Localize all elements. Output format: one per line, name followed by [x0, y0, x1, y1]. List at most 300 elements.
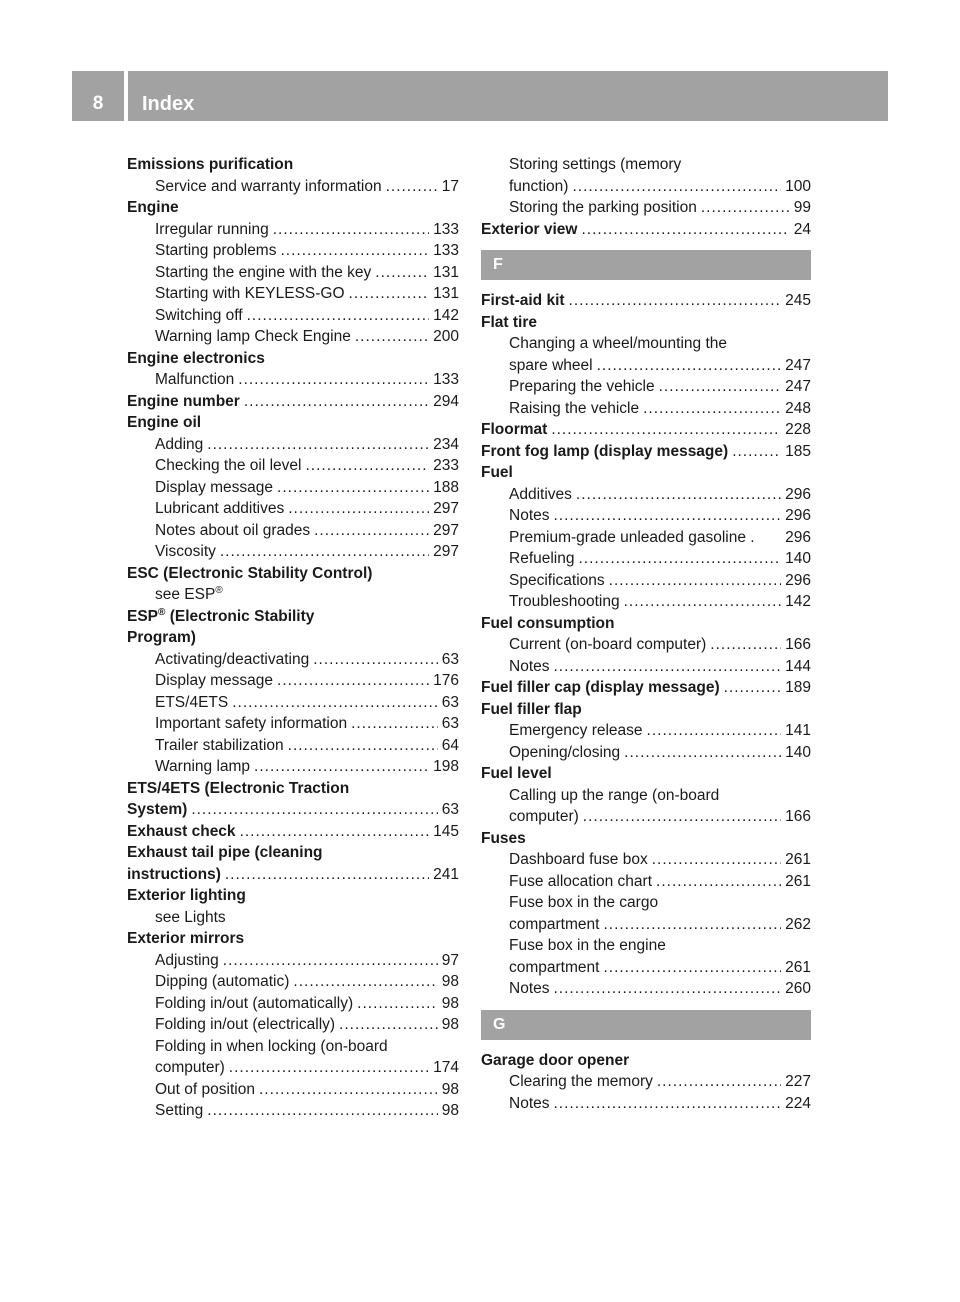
- entry-text: computer): [155, 1059, 225, 1076]
- entry-text: Clearing the memory: [509, 1073, 653, 1090]
- entry-label: [481, 441, 728, 463]
- entry-text: function): [509, 177, 569, 195]
- entry-text: Current (on-board computer): [509, 636, 707, 653]
- page-ref[interactable]: 99: [793, 199, 811, 216]
- entry-label: [127, 154, 293, 176]
- page-ref[interactable]: 24: [793, 220, 811, 238]
- leader-dots: [656, 871, 781, 893]
- entry-text: Notes: [509, 980, 550, 997]
- leader-dots: [576, 484, 781, 506]
- index-subentry: [127, 584, 459, 606]
- page-ref[interactable]: 133: [433, 220, 459, 238]
- page-ref[interactable]: 174: [433, 1059, 459, 1076]
- entry-text: Switching off: [155, 306, 243, 324]
- entry-label: [509, 548, 575, 570]
- entry-label: [127, 412, 201, 434]
- entry-text: Fuse allocation chart: [509, 872, 653, 890]
- entry-label: [155, 692, 228, 714]
- entry-label: [509, 1071, 653, 1093]
- leader-dots: [701, 197, 790, 219]
- leader-dots: [277, 670, 429, 692]
- page-ref[interactable]: 185: [785, 442, 811, 460]
- entry-label: [509, 720, 643, 742]
- index-subentry: [481, 176, 811, 198]
- entry-text: Trailer stabilization: [155, 736, 284, 754]
- index-subentry: [127, 971, 459, 993]
- leader-dots: [349, 283, 430, 305]
- entry-label: [155, 1057, 225, 1079]
- index-subentry: [127, 907, 459, 929]
- entry-label: [509, 634, 706, 656]
- registered-mark: ®: [215, 584, 223, 596]
- index-subentry: [481, 656, 811, 678]
- page-ref[interactable]: 261: [785, 851, 811, 868]
- entry-label: [155, 283, 345, 305]
- index-subentry: [127, 735, 459, 757]
- entry-label: [155, 176, 382, 198]
- leader-dots: [220, 541, 429, 563]
- index-subentry: [481, 871, 811, 893]
- entry-text: Engine oil: [127, 414, 202, 431]
- index-entry: [127, 864, 459, 886]
- entry-label: [509, 355, 593, 377]
- page-ref[interactable]: 142: [433, 306, 459, 324]
- index-subentry: [127, 649, 459, 671]
- entry-label: [509, 591, 620, 613]
- leader-dots: [643, 398, 781, 420]
- page-ref[interactable]: 98: [441, 1016, 459, 1033]
- entry-label: [155, 541, 216, 563]
- entry-text: Irregular running: [155, 220, 269, 238]
- entry-text: Out of position: [155, 1080, 255, 1098]
- page-ref[interactable]: 233: [433, 457, 459, 474]
- entry-text: Changing a wheel/mounting the: [509, 335, 728, 352]
- entry-label: [127, 821, 236, 843]
- index-entry: [481, 441, 811, 463]
- index-subentry: [481, 849, 811, 871]
- entry-label: [509, 484, 572, 506]
- index-entry: [481, 699, 811, 721]
- entry-text: Service and warranty information: [155, 177, 382, 195]
- page-ref[interactable]: 100: [785, 177, 811, 195]
- leader-dots: [229, 1057, 429, 1079]
- entry-text: Notes about oil grades: [155, 521, 311, 539]
- leader-dots: [582, 219, 790, 241]
- entry-label: [155, 1014, 335, 1036]
- leader-dots: [207, 1100, 437, 1122]
- index-entry: [481, 419, 811, 441]
- entry-label: [481, 290, 565, 312]
- page-ref[interactable]: 64: [441, 736, 459, 754]
- index-entry: [127, 627, 459, 649]
- page-ref[interactable]: 140: [785, 743, 811, 761]
- page-ref[interactable]: 296: [785, 528, 811, 546]
- entry-text: Fuel filler cap (display message): [481, 679, 720, 696]
- page-ref[interactable]: 200: [433, 328, 459, 345]
- leader-dots: [313, 649, 438, 671]
- index-subentry: [481, 935, 811, 957]
- entry-label: [509, 914, 599, 936]
- index-subentry: [481, 892, 811, 914]
- entry-label: [155, 907, 226, 929]
- entry-text: Engine number: [127, 392, 240, 410]
- index-entry: [127, 197, 459, 219]
- entry-label: [481, 677, 720, 699]
- index-subentry: [127, 326, 459, 348]
- page-ref[interactable]: 296: [785, 507, 811, 524]
- page-ref[interactable]: 261: [785, 958, 811, 976]
- page-ref[interactable]: 141: [785, 722, 811, 739]
- index-subentry: [481, 957, 811, 979]
- section-letter-g: G: [481, 1010, 811, 1040]
- entry-label: [509, 154, 681, 176]
- index-entry: [127, 842, 459, 864]
- leader-dots: [554, 1093, 782, 1115]
- page-ref[interactable]: 245: [785, 292, 811, 309]
- entry-text: compartment: [509, 958, 600, 976]
- index-entry: [127, 391, 459, 413]
- index-subentry: [127, 1079, 459, 1101]
- leader-dots: [375, 262, 429, 284]
- entry-label: [127, 391, 240, 413]
- entry-label: [481, 312, 537, 334]
- index-column-left: [127, 154, 459, 1122]
- index-entry: [481, 290, 811, 312]
- leader-dots: [339, 1014, 438, 1036]
- entry-text: Warning lamp: [155, 758, 251, 775]
- page-ref[interactable]: 166: [785, 808, 811, 825]
- index-subentry: [481, 720, 811, 742]
- page-ref[interactable]: 294: [433, 392, 459, 410]
- entry-label: [481, 699, 582, 721]
- leader-dots: [659, 376, 782, 398]
- entry-label: [155, 520, 310, 542]
- page-ref[interactable]: 98: [441, 994, 459, 1012]
- leader-dots: [569, 290, 782, 312]
- page-ref[interactable]: 98: [441, 1080, 459, 1098]
- entry-label: [155, 305, 243, 327]
- entry-text: Checking the oil level: [155, 457, 302, 474]
- index-column-right: [481, 154, 811, 1114]
- index-subentry: [481, 591, 811, 613]
- leader-dots: [293, 971, 437, 993]
- index-subentry: [481, 484, 811, 506]
- index-entry: [481, 1050, 811, 1072]
- leader-dots: [232, 692, 438, 714]
- leader-dots: [624, 591, 782, 613]
- entry-text: Troubleshooting: [509, 593, 620, 610]
- index-subentry: [481, 785, 811, 807]
- entry-text: Engine: [127, 199, 179, 216]
- entry-text: Front fog lamp (display message): [481, 442, 729, 460]
- page-ref[interactable]: 63: [441, 801, 459, 818]
- entry-text: Exhaust check: [127, 822, 236, 840]
- page-ref[interactable]: 198: [433, 758, 459, 775]
- index-subentry: [127, 1057, 459, 1079]
- entry-text: Important safety information: [155, 715, 348, 732]
- entry-label: [155, 649, 309, 671]
- entry-text: ETS/4ETS: [155, 693, 229, 711]
- entry-text-cont: (Electronic Stability: [165, 607, 315, 625]
- index-subentry: [127, 692, 459, 714]
- entry-text: Flat tire: [481, 313, 537, 331]
- entry-label: [155, 326, 351, 348]
- entry-text: First-aid kit: [481, 292, 565, 309]
- entry-label: [127, 885, 246, 907]
- entry-label: [127, 627, 196, 649]
- leader-dots: [259, 1079, 438, 1101]
- leader-dots: [305, 455, 429, 477]
- entry-label: [155, 219, 269, 241]
- index-subentry: [481, 548, 811, 570]
- entry-label: [481, 613, 614, 635]
- entry-label: [155, 735, 284, 757]
- index-subentry: [481, 154, 811, 176]
- entry-label: [509, 505, 550, 527]
- entry-label: [155, 434, 203, 456]
- entry-text: Fuse box in the engine: [509, 937, 666, 954]
- entry-label: [155, 971, 289, 993]
- page-ref[interactable]: 63: [441, 693, 459, 711]
- page-ref[interactable]: 296: [785, 485, 811, 503]
- leader-dots: [554, 978, 782, 1000]
- leader-dots: [351, 713, 438, 735]
- index-subentry: [481, 806, 811, 828]
- entry-label: [155, 455, 301, 477]
- entry-label: [509, 1093, 550, 1115]
- entry-label: [509, 957, 599, 979]
- entry-label: [481, 763, 552, 785]
- page-ref[interactable]: 166: [785, 636, 811, 653]
- entry-text: Folding in when locking (on-board: [155, 1037, 388, 1055]
- entry-label: [509, 376, 655, 398]
- entry-label: [509, 570, 605, 592]
- entry-label: [155, 756, 250, 778]
- entry-text: Starting with KEYLESS-GO: [155, 285, 345, 302]
- entry-label: [509, 527, 755, 549]
- entry-text: Lubricant additives: [155, 500, 285, 517]
- page-ref[interactable]: 97: [441, 951, 459, 969]
- entry-text: Fuse box in the cargo: [509, 894, 659, 911]
- page-ref[interactable]: 261: [785, 872, 811, 890]
- index-entry: [127, 348, 459, 370]
- leader-dots: [277, 477, 429, 499]
- leader-dots: [288, 735, 438, 757]
- page-ref[interactable]: 144: [785, 657, 811, 675]
- page-ref[interactable]: 17: [441, 177, 459, 195]
- leader-dots: [247, 305, 430, 327]
- leader-dots: [603, 957, 781, 979]
- page-ref[interactable]: 260: [785, 980, 811, 997]
- leader-dots: [240, 821, 430, 843]
- page-ref[interactable]: 189: [785, 679, 811, 696]
- entry-text: Fuel filler flap: [481, 700, 582, 718]
- index-subentry: [127, 176, 459, 198]
- index-subentry: [481, 570, 811, 592]
- entry-text: ESC (Electronic Stability Control): [127, 564, 373, 582]
- entry-text: Garage door opener: [481, 1051, 630, 1069]
- index-subentry: [127, 670, 459, 692]
- entry-label: [155, 1079, 255, 1101]
- index-subentry: [127, 498, 459, 520]
- entry-text: Emergency release: [509, 722, 643, 739]
- index-subentry: [481, 505, 811, 527]
- page-ref[interactable]: 227: [785, 1073, 811, 1090]
- entry-label: [509, 176, 568, 198]
- leader-dots: [572, 176, 781, 198]
- leader-dots: [207, 434, 429, 456]
- page-ref[interactable]: 133: [433, 371, 459, 388]
- leader-dots: [223, 950, 438, 972]
- entry-label: [509, 935, 666, 957]
- entry-label: [509, 849, 648, 871]
- entry-label: [509, 197, 697, 219]
- page-ref[interactable]: 296: [785, 571, 811, 589]
- leader-dots: [603, 914, 781, 936]
- entry-label: [127, 563, 372, 585]
- entry-text: Notes: [509, 1094, 550, 1112]
- entry-text: Engine electronics: [127, 349, 265, 367]
- entry-text: Dipping (automatic): [155, 973, 290, 990]
- entry-label: [155, 1100, 203, 1122]
- index-subentry: [481, 398, 811, 420]
- page-ref[interactable]: 241: [433, 865, 459, 883]
- entry-label: [509, 871, 652, 893]
- entry-text: spare wheel: [509, 356, 593, 374]
- index-entry: [481, 677, 811, 699]
- index-subentry: [127, 1100, 459, 1122]
- page-ref[interactable]: 131: [433, 285, 459, 302]
- page-ref[interactable]: 188: [433, 478, 459, 496]
- entry-text: Dashboard fuse box: [509, 851, 648, 868]
- page-ref[interactable]: 142: [785, 593, 811, 610]
- entry-label: [155, 240, 276, 262]
- entry-label: [155, 670, 273, 692]
- index-entry: [481, 312, 811, 334]
- index-entry: [127, 928, 459, 950]
- entry-text: instructions): [127, 865, 221, 883]
- entry-label: [509, 785, 719, 807]
- entry-label: [509, 656, 550, 678]
- entry-text: Raising the vehicle: [509, 399, 640, 417]
- index-entry: [481, 613, 811, 635]
- entry-label: [155, 262, 371, 284]
- leader-dots: [357, 993, 438, 1015]
- entry-text: Refueling: [509, 550, 575, 567]
- page-ref[interactable]: 247: [785, 356, 811, 374]
- page-ref[interactable]: 297: [433, 521, 459, 539]
- page-ref[interactable]: 228: [785, 421, 811, 438]
- index-entry: [127, 799, 459, 821]
- page-ref[interactable]: 131: [433, 263, 459, 281]
- page-ref[interactable]: 176: [433, 672, 459, 689]
- entry-text: Fuses: [481, 829, 526, 847]
- leader-dots: [238, 369, 429, 391]
- index-subentry: [127, 950, 459, 972]
- page-ref[interactable]: 224: [785, 1094, 811, 1112]
- page-ref[interactable]: 247: [785, 378, 811, 395]
- entry-text: Fuel level: [481, 765, 552, 782]
- entry-label: [481, 828, 526, 850]
- entry-text: compartment: [509, 915, 600, 933]
- leader-dots: [724, 677, 782, 699]
- entry-text: ETS/4ETS (Electronic Traction: [127, 779, 350, 797]
- index-entry: [481, 219, 811, 241]
- entry-label: [155, 1036, 388, 1058]
- entry-text: Storing settings (memory: [509, 156, 682, 173]
- index-subentry: [127, 541, 459, 563]
- leader-dots: [225, 864, 429, 886]
- leader-dots: [609, 570, 781, 592]
- index-subentry: [127, 219, 459, 241]
- entry-text: Notes: [509, 507, 550, 524]
- index-subentry: [127, 369, 459, 391]
- page-ref[interactable]: 63: [441, 715, 459, 732]
- entry-text: Preparing the vehicle: [509, 378, 655, 395]
- leader-dots: [554, 656, 782, 678]
- index-entry: [127, 154, 459, 176]
- index-subentry: [481, 197, 811, 219]
- index-entry: [127, 563, 459, 585]
- entry-label: [155, 713, 347, 735]
- page-ref[interactable]: 262: [785, 915, 811, 933]
- leader-dots: [191, 799, 437, 821]
- page-ref[interactable]: 297: [433, 543, 459, 560]
- entry-label: [155, 993, 353, 1015]
- entry-text: System): [127, 801, 188, 818]
- entry-text: Fuel: [481, 464, 513, 481]
- entry-label: [509, 978, 550, 1000]
- index-subentry: [127, 520, 459, 542]
- leader-dots: [624, 742, 781, 764]
- entry-text: Malfunction: [155, 371, 235, 388]
- index-entry: [127, 885, 459, 907]
- page-ref[interactable]: 234: [433, 435, 459, 453]
- leader-dots: [551, 419, 781, 441]
- index-subentry: [481, 634, 811, 656]
- page-ref[interactable]: 63: [441, 650, 459, 668]
- entry-text: Exterior lighting: [127, 887, 246, 904]
- page-ref[interactable]: 297: [433, 500, 459, 517]
- entry-text: Specifications: [509, 571, 605, 589]
- index-subentry: [127, 262, 459, 284]
- page-ref[interactable]: 98: [441, 973, 459, 990]
- index-subentry: [481, 978, 811, 1000]
- entry-text: Storing the parking position: [509, 199, 697, 216]
- index-entry: [481, 828, 811, 850]
- header-divider: [124, 71, 128, 121]
- page-ref[interactable]: 140: [785, 550, 811, 567]
- page-ref[interactable]: 98: [441, 1102, 459, 1119]
- entry-text: Program): [127, 629, 196, 646]
- index-subentry: [481, 333, 811, 355]
- leader-dots: [554, 505, 782, 527]
- page-header: [72, 71, 888, 121]
- page-title: Index: [142, 93, 195, 115]
- index-entry: [127, 821, 459, 843]
- entry-text: see Lights: [155, 908, 226, 926]
- entry-text: Calling up the range (on-board: [509, 786, 720, 804]
- page-ref[interactable]: 133: [433, 242, 459, 259]
- index-subentry: [127, 434, 459, 456]
- leader-dots: [273, 219, 429, 241]
- page-ref[interactable]: 145: [433, 822, 459, 840]
- leader-dots: [579, 548, 782, 570]
- page-ref[interactable]: 248: [785, 399, 811, 417]
- index-subentry: [127, 305, 459, 327]
- entry-text: Exhaust tail pipe (cleaning: [127, 844, 323, 861]
- index-subentry: [481, 1071, 811, 1093]
